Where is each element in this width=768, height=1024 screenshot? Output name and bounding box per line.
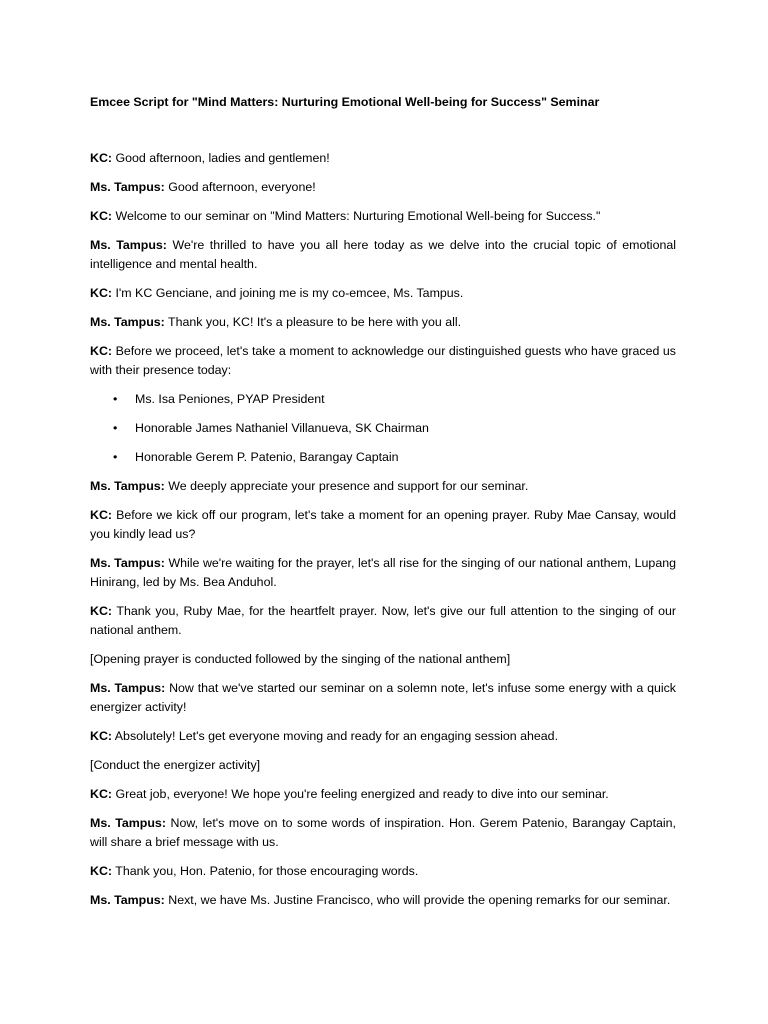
speaker-name: Ms. Tampus: <box>90 681 166 695</box>
line-text: Now that we've started our seminar on a solemn note, let's infuse some energy with a quick energizer activity! <box>90 681 677 714</box>
speaker-name: KC: <box>90 864 113 878</box>
dialogue-block-program <box>90 477 676 910</box>
speaker-name: Ms. Tampus: <box>90 180 165 194</box>
stage-direction <box>90 650 676 669</box>
line-text: Now, let's move on to some words of inspiration. Hon. Gerem Patenio, Barangay Captain, will share a brief message with us. <box>90 816 676 849</box>
speaker-name: Ms. Tampus: <box>90 238 167 252</box>
speaker-name: Ms. Tampus: <box>90 556 165 570</box>
guest-name: Honorable James Nathaniel Villanueva, SK Chairman <box>135 421 429 435</box>
dialogue-line <box>90 554 676 592</box>
speaker-name: KC: <box>90 344 113 358</box>
guest-list-item <box>90 390 676 409</box>
speaker-name: KC: <box>90 508 113 522</box>
dialogue-line <box>90 342 676 380</box>
line-text: While we're waiting for the prayer, let's all rise for the singing of our national anthem, Lupang Hinirang, led by Ms. Bea Anduhol. <box>90 556 676 589</box>
dialogue-line <box>90 679 676 717</box>
guest-name: Ms. Isa Peniones, PYAP President <box>135 392 325 406</box>
line-text: [Opening prayer is conducted followed by the singing of the national anthem] <box>90 652 511 666</box>
guest-name: Honorable Gerem P. Patenio, Barangay Captain <box>135 450 399 464</box>
line-text: Welcome to our seminar on "Mind Matters: Nurturing Emotional Well-being for Success." <box>115 209 601 223</box>
dialogue-line <box>90 313 676 332</box>
dialogue-line <box>90 178 676 197</box>
dialogue-line <box>90 602 676 640</box>
guest-list <box>90 390 676 467</box>
line-text: We're thrilled to have you all here today as we delve into the crucial topic of emotional intelligence and mental health. <box>90 238 676 271</box>
dialogue-line <box>90 891 676 910</box>
line-text: Great job, everyone! We hope you're feeling energized and ready to dive into our seminar. <box>115 787 609 801</box>
dialogue-line <box>90 727 676 746</box>
line-text: [Conduct the energizer activity] <box>90 758 261 772</box>
speaker-name: Ms. Tampus: <box>90 315 165 329</box>
line-text: Next, we have Ms. Justine Francisco, who will provide the opening remarks for our seminar. <box>168 893 671 907</box>
dialogue-line <box>90 236 676 274</box>
bullet-icon: • <box>113 392 118 406</box>
line-text: Thank you, Hon. Patenio, for those encouraging words. <box>115 864 419 878</box>
dialogue-line <box>90 862 676 881</box>
line-text: Absolutely! Let's get everyone moving and ready for an engaging session ahead. <box>114 729 559 743</box>
stage-direction <box>90 756 676 775</box>
dialogue-block-intro <box>90 149 676 380</box>
line-text: Thank you, KC! It's a pleasure to be here with you all. <box>168 315 462 329</box>
bullet-icon: • <box>113 450 118 464</box>
guest-list-item <box>90 448 676 467</box>
speaker-name: KC: <box>90 286 113 300</box>
dialogue-line <box>90 814 676 852</box>
dialogue-line <box>90 207 676 226</box>
dialogue-line <box>90 477 676 496</box>
speaker-name: Ms. Tampus: <box>90 816 166 830</box>
speaker-name: KC: <box>90 729 113 743</box>
line-text: Before we kick off our program, let's take a moment for an opening prayer. Ruby Mae Cansay, would you kindly lead us? <box>90 508 676 541</box>
line-text: We deeply appreciate your presence and support for our seminar. <box>168 479 529 493</box>
speaker-name: KC: <box>90 787 113 801</box>
line-text: I'm KC Genciane, and joining me is my co-emcee, Ms. Tampus. <box>115 286 464 300</box>
document-title: Emcee Script for "Mind Matters: Nurturing Emotional Well-being for Success" Seminar <box>90 95 600 109</box>
speaker-name: Ms. Tampus: <box>90 893 165 907</box>
line-text: Good afternoon, everyone! <box>168 180 316 194</box>
guest-list-item <box>90 419 676 438</box>
document-page <box>90 93 676 920</box>
line-text: Good afternoon, ladies and gentlemen! <box>115 151 330 165</box>
speaker-name: KC: <box>90 209 113 223</box>
speaker-name: KC: <box>90 604 113 618</box>
dialogue-line <box>90 149 676 168</box>
speaker-name: KC: <box>90 151 113 165</box>
line-text: Before we proceed, let's take a moment to acknowledge our distinguished guests who have graced us with their presence today: <box>90 344 676 377</box>
bullet-icon: • <box>113 421 118 435</box>
dialogue-line <box>90 785 676 804</box>
dialogue-line <box>90 506 676 544</box>
speaker-name: Ms. Tampus: <box>90 479 165 493</box>
line-text: Thank you, Ruby Mae, for the heartfelt prayer. Now, let's give our full attention to the singing of our national anthem. <box>90 604 677 637</box>
dialogue-line <box>90 284 676 303</box>
